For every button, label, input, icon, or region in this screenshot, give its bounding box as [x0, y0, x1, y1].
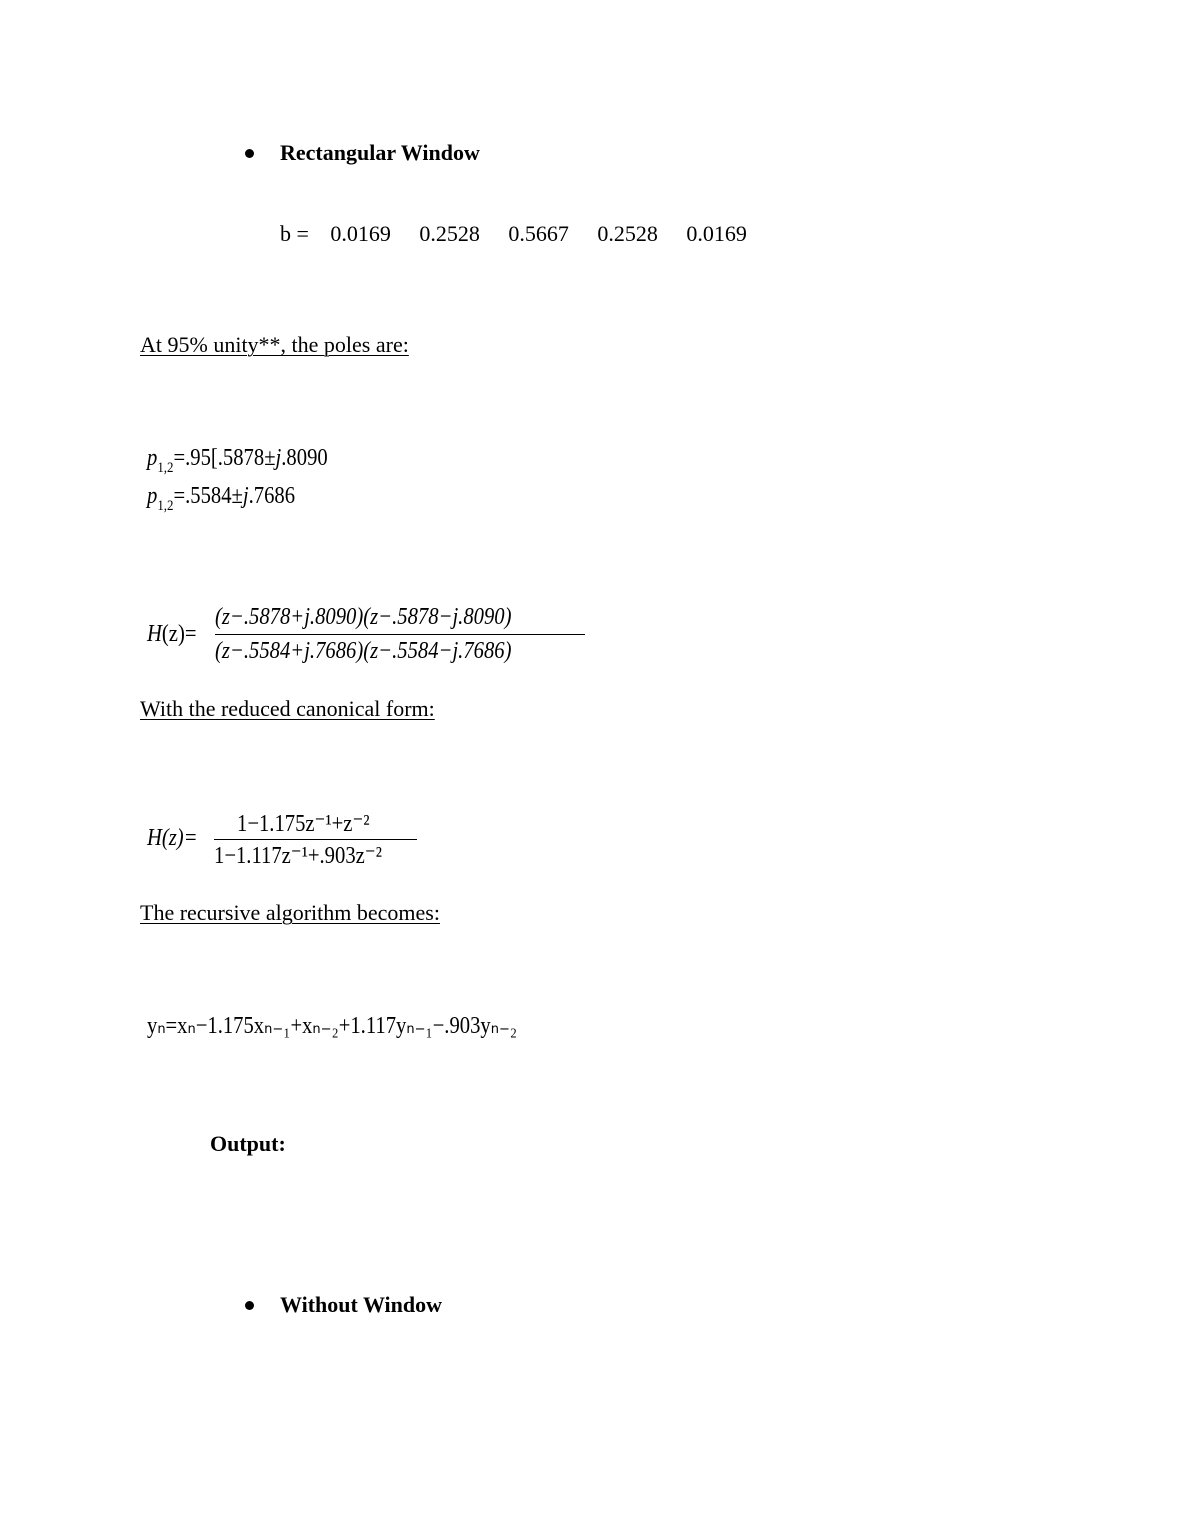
transfer-function-symbol: H [147, 621, 162, 647]
pole-symbol: p [147, 445, 158, 471]
recursion-equation: yₙ=xₙ−1.175xₙ₋₁+xₙ₋₂+1.117yₙ₋₁−.903yₙ₋₂ [147, 1013, 518, 1039]
poles-intro-text: At 95% unity**, the poles are: [140, 332, 409, 357]
pole-value: =.5584± [173, 483, 243, 509]
pole-imag-value: .7686 [248, 483, 296, 509]
bullet-icon [245, 1301, 254, 1310]
pole-symbol: p [147, 483, 158, 509]
recursive-intro-text: The recursive algorithm becomes: [140, 900, 440, 925]
b-coefficients-row [280, 221, 747, 247]
section-heading-rectangular-window: Rectangular Window [280, 140, 480, 165]
hz-factored-numerator: (z−.5878+j.8090)(z−.5878−j.8090) [215, 604, 512, 630]
hz-factored-lhs [147, 620, 196, 648]
fraction-bar [214, 839, 417, 840]
fraction-bar [215, 634, 585, 635]
b-value: 0.5667 [508, 221, 569, 246]
hz-canonical-denominator: 1−1.117z⁻¹+.903z⁻² [214, 843, 382, 869]
imaginary-unit: j [275, 445, 282, 471]
bullet-icon [245, 149, 254, 158]
output-label: Output: [210, 1131, 286, 1156]
pole-subscript: 1,2 [157, 498, 174, 514]
hz-canonical-lhs: H(z)= [147, 825, 198, 851]
imaginary-unit: j [242, 483, 249, 509]
canonical-intro-text: With the reduced canonical form: [140, 696, 435, 721]
hz-canonical-numerator: 1−1.175z⁻¹+z⁻² [237, 811, 370, 837]
transfer-function-arg: (z)= [161, 621, 197, 647]
section-heading-without-window: Without Window [280, 1292, 443, 1317]
b-value: 0.0169 [330, 221, 391, 246]
pole-subscript: 1,2 [157, 460, 174, 476]
b-value: 0.0169 [686, 221, 747, 246]
hz-factored-denominator: (z−.5584+j.7686)(z−.5584−j.7686) [215, 638, 512, 664]
b-label: b = [280, 221, 309, 246]
pole-equation-1 [147, 444, 328, 476]
b-value: 0.2528 [597, 221, 658, 246]
pole-value: =.95[.5878± [173, 445, 276, 471]
pole-imag-value: .8090 [281, 445, 328, 471]
b-value: 0.2528 [419, 221, 480, 246]
pole-equation-2 [147, 482, 296, 514]
